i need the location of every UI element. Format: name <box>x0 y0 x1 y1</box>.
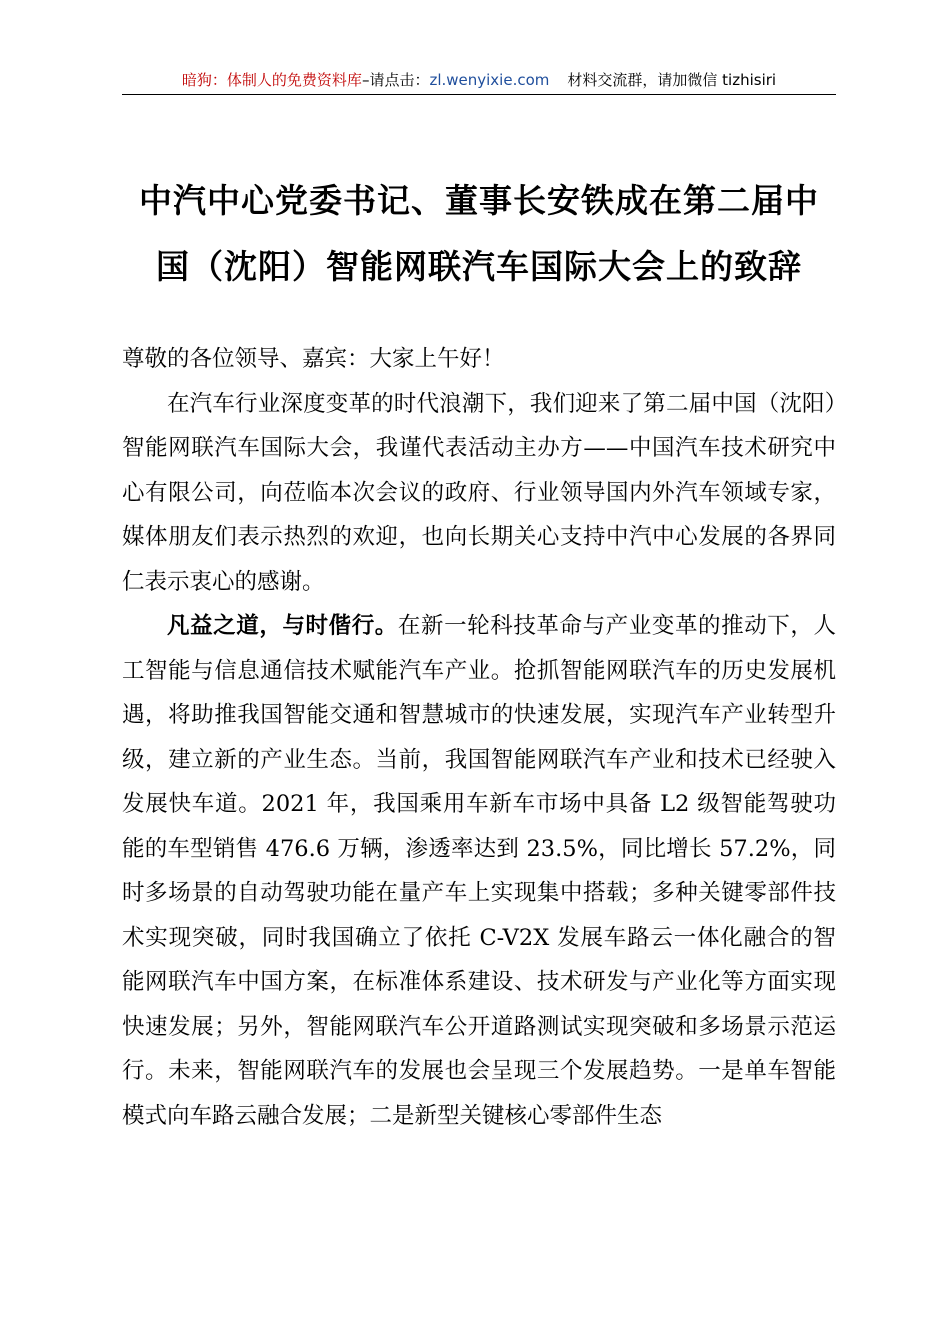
paragraph-2-text: 在新一轮科技革命与产业变革的推动下，人工智能与信息通信技术赋能汽车产业。抢抓智能网联汽车的历史发展机遇，将助推我国智能交通和智慧城市的快速发展，实现汽车产业转型升级，建立新的产业生态。当前，我国智能网联汽车产业和技术已经驶入发展快车道。2021 年，我国乘用车新车市场中具备 L2 级智能驾驶功能的车型销售 476.6 万辆，渗透率达到 23.5%，同比增长 57.2%，同时多场景的自动驾驶功能在量产车上实现集中搭载；多种关键零部件技术实现突破，同时我国确立了依托 C-V2X 发展车路云一体化融合的智能网联汽车中国方案，在标准体系建设、技术研发与产业化等方面实现快速发展；另外，智能网联汽车公开道路测试实现突破和多场景示范运行。未来，智能网联汽车的发展也会呈现三个发展趋势。一是单车智能模式向车路云融合发展；二是新型关键核心零部件生态 <box>122 613 836 1129</box>
page-header <box>122 70 836 90</box>
document-body <box>122 337 836 1138</box>
greeting: 尊敬的各位领导、嘉宾：大家上午好！ <box>122 346 505 372</box>
title-line-2: 国（沈阳）智能网联汽车国际大会上的致辞 <box>156 247 802 286</box>
paragraph-2 <box>122 604 836 1138</box>
header-click-prompt: –请点击： <box>361 71 430 89</box>
header-wechat-note: 材料交流群，请加微信 tizhisiri <box>567 71 777 89</box>
header-url-link[interactable]: zl.wenyixie.com <box>429 71 550 89</box>
header-site-name: 暗狗：体制人的免费资料库 <box>181 71 362 89</box>
header-divider <box>122 94 836 95</box>
paragraph-1: 在汽车行业深度变革的时代浪潮下，我们迎来了第二届中国（沈阳）智能网联汽车国际大会，我谨代表活动主办方——中国汽车技术研究中心有限公司，向莅临本次会议的政府、行业领导国内外汽车领域专家，媒体朋友们表示热烈的欢迎，也向长期关心支持中汽中心发展的各界同仁表示衷心的感谢。 <box>122 390 836 595</box>
document-title <box>122 168 836 300</box>
title-line-1: 中汽中心党委书记、董事长安铁成在第二届中 <box>139 181 819 220</box>
paragraph-2-lead: 凡益之道，与时偕行。 <box>167 613 398 639</box>
